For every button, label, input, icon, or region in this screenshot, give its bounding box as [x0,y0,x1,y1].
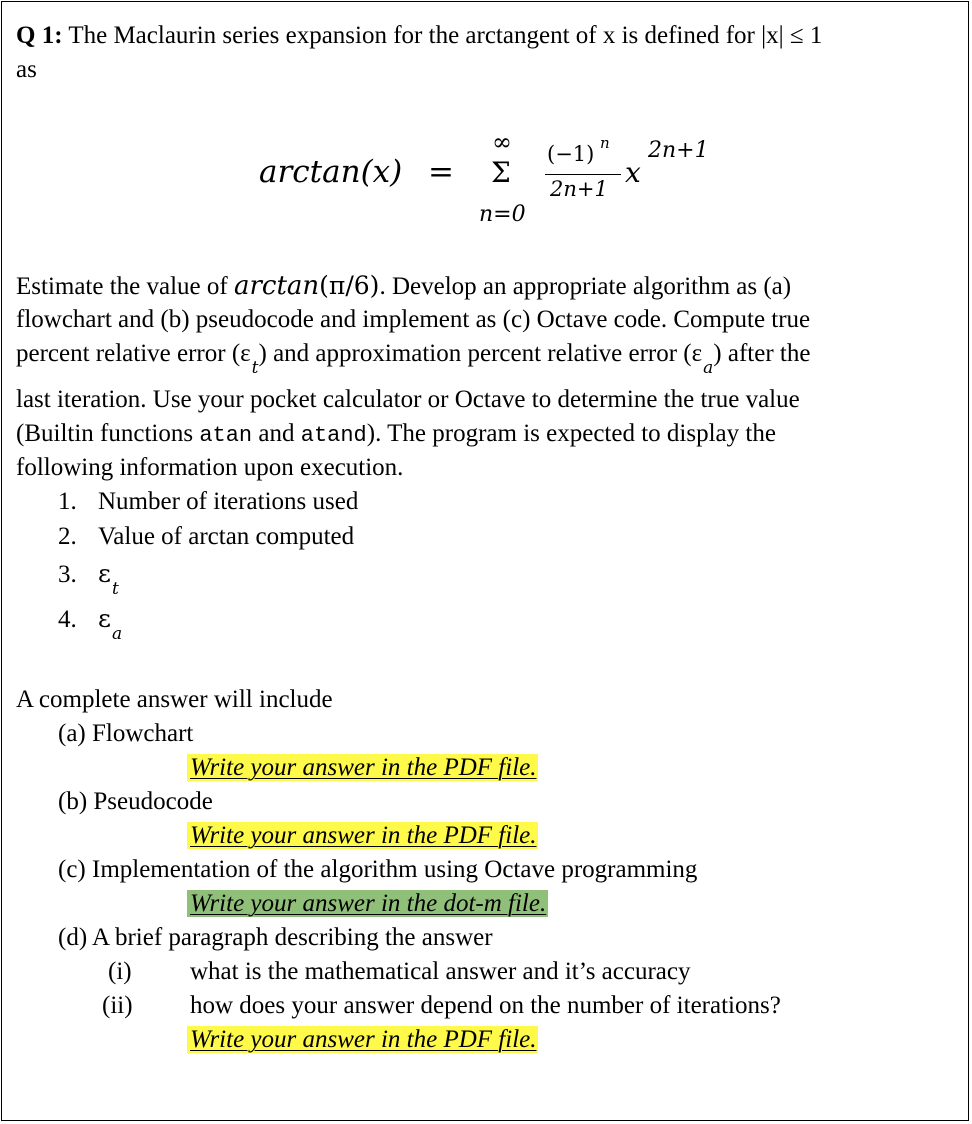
item-d-i: what is the mathematical answer and it’s accuracy [190,958,691,985]
question-intro-line1: Q 1: The Maclaurin series expansion for the arctangent of x is defined for |x| ≤ 1 [16,22,823,49]
answer-note: Write your answer in the PDF file. [187,754,538,781]
item-d: (d) A brief paragraph describing the answer [58,924,493,951]
body-line-3: percent relative error $(\varepsilon_t)$ and approximation percent relative error $(\varepsilon_a)$ after the [16,340,811,378]
question-intro-line2: as [16,56,37,83]
item-c: (c) Implementation of the algorithm using Octave programming [58,856,698,883]
sigma-symbol: Σ [491,156,511,189]
question-label: Q 1: [16,22,63,49]
answer-d [187,1024,538,1056]
item-b: (b) Pseudocode [58,788,213,815]
answer-note: Write your answer in the PDF file. [187,1026,538,1053]
complete-heading: A complete answer will include [16,686,333,713]
list-item: 1. Number of iterations used [58,488,359,515]
question-card [1,1,969,1121]
item-d-ii: how does your answer depend on the number of iterations? [190,992,781,1019]
fraction-numerator: (−1) [547,142,595,166]
list-item: 4. $\varepsilon_a$ [58,604,123,644]
code-atand: atand [300,423,367,448]
body-line-4: last iteration. Use your pocket calculator or Octave to determine the true value [16,386,800,413]
answer-b [187,820,538,852]
answer-note: Write your answer in the PDF file. [187,822,538,849]
variable-exponent: 2n+1 [648,138,709,163]
body-line-1: Estimate the value of arctan(π/6). Develop an appropriate algorithm as (a) [16,271,792,301]
body-line-2: flowchart and (b) pseudocode and implement as (c) Octave code. Compute true [16,306,811,333]
item-d-i-num: (i) [108,958,132,985]
answer-a [187,752,538,784]
answer-note: Write your answer in the dot-m file. [187,890,548,917]
sum-upper-limit: ∞ [492,128,512,156]
code-atan: atan [199,423,253,448]
body-line-5: (Builtin functions atan and atand). The program is expected to display the [16,420,776,448]
answer-c [187,888,548,920]
formula-variable: x [625,156,641,189]
fraction-bar [545,174,621,175]
formula-equals: = [428,154,454,190]
numerator-exponent: n [600,134,610,152]
formula-lhs: arctan(x) [259,154,403,190]
list-item: 2. Value of arctan computed [58,523,355,550]
body-line-6: following information upon execution. [16,454,404,481]
maclaurin-formula [2,128,970,232]
item-a: (a) Flowchart [58,720,194,747]
fraction-denominator: 2n+1 [550,177,608,201]
sum-lower-limit: n=0 [479,202,526,227]
item-d-ii-num: (ii) [102,992,133,1019]
list-item: 3. $\varepsilon_t$ [58,559,119,599]
